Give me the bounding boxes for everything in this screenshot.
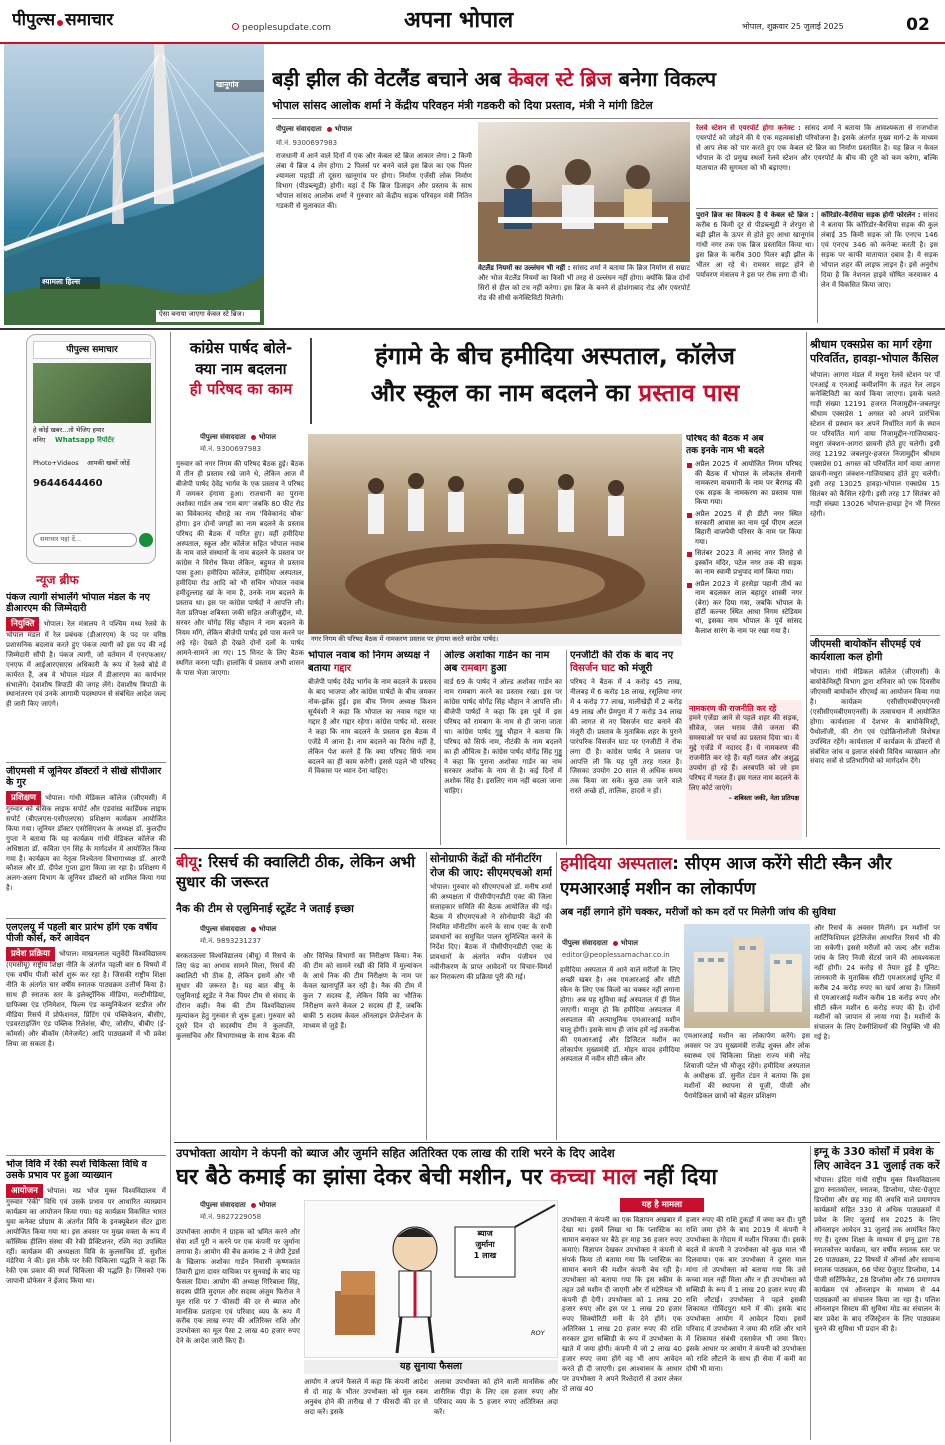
- whatsapp-number[interactable]: 9644644460: [33, 478, 103, 489]
- renaming-headline: हंगामे के बीच हमीदिया अस्पताल, कॉलेज और स्कूल का नाम बदलने का प्रस्ताव पास: [370, 342, 740, 408]
- renaming-body: गुरुवार को नगर निगम की परिषद बैठक हुई। बैठक में तीन ही प्रस्ताव रखे जाने थे, लेकिन आज में बीजेपी पार्षद देवेंद्र भार्गव के एक प्रस्ताव ने परिषद में जमकर हंगामा हुआ। राजधानी का पुराना अशोका गार्डन अब ‘राम बाग’ जबकि 80 फीट रोड का विवेकानंद चौराहे का नाम ‘विवेकानंद चौक’ होगा। इन दोनों जगहों का नाम बदलने के प्रस्ताव परिषद की बैठक में पारित हुए। वहीं हमीदिया अस्पताल, स्कूल और कॉलेज सहित भोपाल नवाब के नाम वाले संस्थानों के नाम बदलने के प्रस्ताव पर कांग्रेस ने विरोध किया लेकिन, बहुमत से प्रस्ताव पास हुआ। हमीदिया कॉलेज, हमीदिया अस्पताल, हमीदिया रोड आदि को भी सचिन भोपाल नवाब हमीदुल्लाह खां के नाम है, उनके नाम बदलने के प्रस्ताव था। इस पर कांग्रेस पार्षदों ने आपत्ति ली। नेता प्रतिपक्ष शबिस्ता जकी सहित अजीजुद्दीन, मो. सरवर और योगेंद्र सिंह चौहान ने नाम बदलने के नियम माँगे, लेकिन बीजेपी पार्षद इसे पास करने पर अड़े रहे। देखते ही देखते दोनों दलों के पार्षद आमने-सामने आ गए। 15 मिनट के लिए बैठक स्थगित करना पड़ी। हालांकि ये प्रस्ताव अभी शासन के पास भेजा जाएगा।: [176, 460, 304, 677]
- ignou-story: इग्नू के 330 कोर्सों में प्रवेश के लिए आवेदन 31 जुलाई तक करें भोपाल। इंदिरा गांधी राष्ट्रीय मुक्त विश्वविद्यालय द्वारा स्नातकोत्तर, स्नातक, डिप्लोमा, पोस्ट-ग्रेजुएट डिप्लोमा और छह माह की अवधि वाले प्रमाणपत्र कार्यक्रमों सहित 330 से अधिक पाठ्यक्रमों में प्रवेश के लिए जुलाई सत्र 2025 के लिए ऑनलाइन आवेदन 31 जुलाई तक आमंत्रित किए गए हैं। दूरस्थ शिक्षा के माध्यम से इग्नू द्वारा 78 स्नातकोत्तर कार्यक्रम, चार वर्षीय स्नातक स्तर पर 26 पाठ्यक्रम, 22 विषयों में ऑनर्स और सामान्य स्नातक पाठ्यक्रम, 66 पोस्ट ग्रेजुएट डिप्लोमा, 14 पीजी सर्टिफिकेट, 28 डिप्लोमा और 76 प्रमाणपत्र कार्यक्रम एवं ऑनलाइन के माध्यम से 44 पाठ्यक्रमों का संचालन किया जा रहा है। पलिश ऑनलाइन सिस्टम की सुविधा मोड का संचालन के बार प्रवेश के बाद रजिस्ट्रेशन के लिए पाठ्यक्रम चुनने की सुविधा भी प्रदान की है।: [814, 1146, 940, 1334]
- meeting-scene: [478, 122, 690, 262]
- bridge-mobile: मो.नं. 9300697983: [276, 139, 338, 147]
- bu-body: बरकतउल्ला विश्वविद्यालय (बीयू) में रिसर्च के लिए फंड का अभाव सामने मिला, रिसर्च की क्वालिटी भी ठीक है, लेकिन इसमें और भी सुधार की जरूरत है। यह बात बीयू के एलुमिनाई स्टूडेंट ने नैक पियर टीम से संवाद के दौरान कही। नैक की टीम विश्वविद्यालय मूल्यांकन हेतु गुरुवार से शुरू हुआ। गुरुवार को दूसरे दिन दो सदस्यीय टीम ने कुलपति, कुलसचिव और विभागाध्यक्ष के साथ बैठक की और विभिन्न विभागों का निरीक्षण किया। नैक की टीम को सामने रखीं की विवि में मूल्यांकन के आधे निक की टीम निरीक्षण के नाम पर केवल खानापूर्ति कर रही है। नैक की टीम में कुल 7 सदस्य हैं, लेकिन विवि का भौतिक निरीक्षण करने केवल 2 सदस्य ही हैं, जबकि बाकी 5 सदस्य केवल ऑनलाइन प्रेजेन्टेशन के माध्यम से जुड़े हैं।: [176, 952, 422, 1040]
- brief-item-1: पंकज त्यागी संभालेंगे भोपाल मंडल के नए डीआरएम की जिम्मेदारी नियुक्ति भोपाल। रेल मंत्रालय ने पश्चिम मध्य रेलवे के भोपाल मंडल में रेल प्रबंधक (डीआरएम) के पद पर वरिष्ठ प्रशासनिक बदलाव करते हुए पंकज त्यागी को इस पद की नई जिम्मेदारी सौंपी है। पंकज त्यागी, जो वर्तमान में एनएफआर/एनएफ में आईआरएसएस अधिकारी के रूप में रेलवे बोर्ड में कार्यरत हैं, अब वे भोपाल मंडल में डीआरएम का कार्यभार संभालेंगे। देवाशीष त्रिपाठी की जगह लेंगे। देवाशीष त्रिपाठी के स्थानांतरण एवं उनके आगामी पदस्थापन से संबंधित आदेश जल्द ही जारी किए जाएंगे।: [6, 592, 166, 709]
- consumer-bottom-1: आयोग ने अपने फैसले में कहा कि कंपनी आदेश से दो माह के भीतर उपभोक्ता को मूल रकम अनुबंध होने की तारीख से 7 फीसदी की दर से अदा करें। इसके: [304, 1378, 428, 1416]
- divider: [272, 118, 938, 119]
- divider: [817, 211, 818, 323]
- dateline: भोपाल, शुक्रवार 25 जुलाई 2025: [742, 22, 844, 31]
- section-divider: [0, 328, 945, 330]
- hamidia-body-2: एमआरआई मशीन का लोकार्पण करेंगे। इस अवसर पर उप मुख्यमंत्री राजेंद्र शुक्ल और लोक स्वास्थ्य एवं चिकित्सा शिक्षा राज्य मंत्री नरेंद्र शिवाजी पटेल भी मौजूद रहेंगे। हमीदिया अस्पताल के अधीक्षक डॉ. सुनीत टंडन ने बताया कि इस मशीनों की स्थापना से यूजी, पीजी और पैरामेडिकल छात्रों को बेहतर प्रशिक्षण: [684, 1032, 810, 1100]
- ad-line1: हे कोई खबर...तो भेजिए हमार: [33, 426, 105, 434]
- list-item: सितंबर 2023 में आनंद नगर तिराहे से इस्कॉन मंदिर, पटेल नगर तक की सड़क का नाम स्वामी प्रभुपाद मार्ग किया गया।: [686, 549, 802, 577]
- logo-left: पीपुल्स: [12, 10, 56, 30]
- bu-mobile: मो.नं. 9893231237: [200, 937, 262, 945]
- divider: [310, 338, 312, 424]
- column-divider: [170, 332, 171, 1442]
- divider: [440, 650, 441, 845]
- bu-subhead: नैक की टीम से एलुमिनाई स्टूडेंट ने जताई इच्छा: [176, 903, 354, 915]
- ad-photo-video: Photo+Videos: [33, 459, 79, 467]
- consumer-bottom-2: अलावा उपभोक्ता को होने वाली मानसिक और शारीरिक पीड़ा के लिए दस हजार रुपए और परिवाद व्यय के 5 हजार रुपए अतिरिक्त अदा करें।: [434, 1378, 558, 1416]
- bridge-headline: बड़ी झील की वेटलैंड बचाने अब केबल स्टे ब्रिज बनेगा विकल्प: [272, 68, 717, 91]
- cartoon-panel: [304, 1200, 558, 1358]
- column-divider: [810, 1146, 811, 1440]
- renaming-mobile: मो.नं. 9300697983: [200, 445, 262, 453]
- bullet-icon: [327, 127, 332, 132]
- ad-line3: Whatsapp रिपोर्टर: [55, 436, 114, 444]
- sono-story: सोनोग्राफी केंद्रों की मॉनीटरिंग रोज की जाए: सीएमएचओ शर्मा भोपाल। गुरुवार को सीएमएचओ डॉ. मनीष शर्मा की अध्यक्षता में पीसीपीएनडीटी एक्ट की जिला सलाहकार समिति की बैठक आयोजित की गई। बैठक में सीएमएचओ ने सोनोग्राफी केंद्रों की नियमित मॉनीटरिंग करने के साथ एक्ट के सभी प्रावधानों का समुचित पालन सुनिश्चित करने के निर्देश दिए। बैठक में पीसीपीएनडीटी एक्ट के प्रावधानों के अंतर्गत नवीन पंजीयन एवं नवीनीकरण के प्राप्त आवेदनों पर विचार-विमर्श कर निराकरण की प्रक्रिया पूरी की गई।: [430, 853, 552, 981]
- news-brief-title: न्यूज ब्रीफ: [36, 573, 79, 587]
- list-item: अप्रैल 2023 में हरसेड़ा पहानी तीर्थ का नाम बदलकर लाल बहादुर शास्त्री नगर (बेरा) कर दिया गया, जबकि भोपाल के हॉर्टी कल्चर स्थित आधा निगम स्टेडियम था, इसका नाम भोपाल के पूर्व सांसद कैलाश सारंग के नाम पर रखा गया है।: [686, 580, 802, 637]
- masthead: [0, 0, 945, 44]
- hamidia-body-1: हमीदिया अस्पताल में आने वाले मरीजों के लिए अच्छी खबर है। अब एमआरआई और सीटी स्कैन के लिए एक किलो का चक्कर नहीं लगाना होगा। अब यह सुविधा कई अस्पताल में ही मिल जाएगी। मालूम हो कि हमीदिया अस्पताल में अस्पताल की अत्याधुनिक एमआरआई मशीन चालू होगी। इसके साथ ही जांच हमें नई तकनीक की एमआरआई और डिजिटल मशीन का लोकार्पण मुख्यमंत्री डॉ. मोहन यादव हमीदिया अस्पताल में नवीन सीटी स्कैन और: [560, 966, 680, 1064]
- section-divider: [174, 1142, 940, 1143]
- hamidia-email[interactable]: editor@peoplessamachar.co.in: [562, 951, 670, 959]
- sub-story-rambagh: ओल्ड अशोका गार्डन का नाम अब रामबाग हुआ वार्ड 69 के पार्षद ने ओल्ड अशोका गार्डन का नाम रामबाग करने का प्रस्ताव रखा। इस पर कांग्रेस पार्षद योगेंद्र सिंह चौहान ने आपत्ति ली। बीजेपी पार्षदों ने कहा कि इस पूर्व में इस परिषद को रामबाग के नाम से ही जाना जाता था। कांग्रेस पार्षद गुड्डू चौहान ने बताया कि परिषद को सिर्फ नाम, नौटंकी के नाम बदलने का ही औचित्य है। कांग्रेस पार्षद योगेंद्र सिंह गुड्डू ने कहा कि पुराना अशोका गार्डन का नाम सरकार अशोक के नाम से है। कई दिनों में अशोक सिंह है। इसलिए नाम नहीं बदला जाना चाहिए।: [444, 650, 562, 796]
- globe-icon: [232, 23, 239, 30]
- railway-story: श्रीधाम एक्सप्रेस का मार्ग रहेगा परिवर्तित, हावड़ा-भोपाल कैंसिल भोपाल। आगरा मंडल में मथुरा रेलवे स्टेशन पर पॉ एनआई व एनआई कमीशनिंग के तहत रेल लाइन कनेक्टिविटी का कार्य किया जाएगा। इसके चलते गाड़ी संख्या 12191 हजरत निजामुद्दीन-जबलपुर श्रीधाम एक्सप्रेस 1 अगस्त को अपने प्रारंभिक स्टेशन से प्रस्थान कर अपने निर्धारित मार्ग के स्थान पर परिवर्तित मार्ग वाया निजामुद्दीन-गाजियाबाद-मथुरा जंक्शन-आगरा छावनी होते हुए चलेगी। इसी तरह 12192 जबलपुर-हजरत निजामुद्दीन श्रीधाम एक्सप्रेस 01 अगस्त को परिवर्तित मार्ग वाया आगरा छावनी-मथुरा जंक्शन-गाजियाबाद होते हुए चलेगी। इसी तरह 13025 हावड़ा-भोपाल एक्सप्रेस 15 सितंबर को कैंसिल रहेगी। इसी तरह 17 सितंबर को गाड़ी संख्या 13026 भोपाल-हावड़ा ट्रेन भी निरस्त रहेगी।: [810, 338, 940, 518]
- mic-icon[interactable]: [139, 533, 153, 547]
- consumer-headline: घर बैठे कमाई का झांसा देकर बेची मशीन, पर कच्चा माल नहीं दिया: [176, 1165, 718, 1190]
- bridge-byline: पीपुल्स संवाददाता भोपाल: [276, 125, 352, 133]
- label-khanugaon: खानूगांव: [214, 80, 264, 92]
- brief-tag: नियुक्ति: [6, 617, 39, 631]
- ad-photo: [33, 363, 151, 423]
- case-tag: यह है मामला: [620, 1198, 704, 1212]
- council-meeting-photo: [308, 434, 682, 634]
- politics-box: नामकरण की राजनीति कर रहे हमने एजेंडा आने से पहले शहर की सड़क, सीवेज, जल भराव जैसे जनता की समस्याओं पर चर्चा का प्रस्ताव दिया था। ये मुद्दे एजेंडे में नदारद हैं। ये नामकरण की राजनीति कर रहे हैं। वहाँ गलत और अशुद्ध उपयोग हो रहे हैं। अरबपति को जो हम परिषद में गलत हैं। इस गलत नाम बदलने के लिए कोर्ट जाएंगे। – शबिस्ता जकी, नेता प्रतिपक्ष: [686, 700, 802, 840]
- hospital-building: [684, 924, 810, 1028]
- brief-item-3: एलएलयू में पहली बार प्रारंभ होंगे एक वर्षीय पीजी कोर्स, करें आवेदन प्रवेश प्रक्रिया भोपाल। माखनलाल चतुर्वेदी विश्वविद्यालय (एमसीयू) राष्ट्रीय शिक्षा नीति के अंतर्गत पहली बार 6 विषयों में एक वर्षीय पीजी कोर्स शुरू कर रहा है। जिसकी राष्ट्रीय शिक्षा नीति के अंतर्गत चार वर्षीय स्नातक पाठ्यक्रम उत्तीर्ण किया है। साथ ही स्नातक स्तर के इलेक्ट्रॉनिक मीडिया, मल्टीमीडिया, ग्राफिक्स एंड एनिमेशन, फिल्म एंड कम्युनिकेशन स्टडीज और मीडिया रिसर्च में प्रोफेशनल, प्रिंटिंग एवं पब्लिकेशन, बीसीए, एडवरटाइजिंग एंड पब्लिक रिलेशंस, बीए, जोसीप, बीबीए (ई-कॉमर्स) और बीकॉम (मैनेजमेंट) आदि पाठ्यक्रमों में भी प्रवेश लिया जा सकता है।: [6, 922, 166, 1049]
- cartoon-caption: यह सुनाया फैसला: [304, 1360, 558, 1374]
- logo-dot-icon: [57, 20, 63, 26]
- bridge-photo2-caption: वेटलैंड नियमों का उल्लंघन भी नहीं : सांसद शर्मा ने बताया कि ब्रिज निर्माण से सम्राट और भोज वेटलैंड नियमों का किसी भी तरह से उल्लंघन नहीं होगा। क्योंकि ब्रिज दोनों सिरों से हील को टच नहीं करेगा। इस ब्रिज के बनने से होशंगाबाद रोड और एयरपोर्ट रोड की सीधी कनेक्टिविटी मिलेगी।: [478, 264, 690, 302]
- fourlane-box: कॉरिडोर-बैरसिया सड़क होगी फोरलेन : सांसद ने बताया कि कॉरिडोर-बैरसिया सड़क की कुल लंबाई 35 किमी सड़क जो कि एनएच 146 एवं एनएच 346 को कनेक्ट करती है। इस सड़क पर काफी यातायात दबाव है। ये सड़क भोपाल शहर की लाइफ लाइन है। इसे अनुरोध दिया है कि नेशनल हाइवे घोषित करवाकर 4 लेन में विकसित किया जाए।: [821, 211, 938, 289]
- list-item: अप्रैल 2025 में आयोजित निगम परिषद की बैठक में भोपाल के लोकतंत्र सेनानी नामकरण वावमानी के नाम पर बैरागढ़ की एक सड़क के नामकरण का प्रस्ताव पास किया गया।: [686, 460, 802, 507]
- consumer-kicker: उपभोक्ता आयोग ने कंपनी को ब्याज और जुर्माने सहित अतिरिक्त एक लाख की राशि भरने के दिए आदेश: [176, 1146, 615, 1160]
- hamidia-byline: पीपुल्स संवाददाता भोपाल: [562, 939, 638, 947]
- site-url[interactable]: peoplesupdate.com: [232, 22, 382, 36]
- divider: [6, 762, 166, 763]
- council-scene: [308, 434, 682, 634]
- renaming-kicker: कांग्रेस पार्षद बोले- क्या नाम बदलना ही परिषद का काम: [189, 339, 293, 399]
- case-body-1: उपभोक्ता ने कंपनी का एक विज्ञापन अखबार में देखा था। इसमें लिखा था कि प्लास्टिक का सामान बनाकर घर बैठे हर माह 36 हजार रुपए कमाएं। विज्ञापन देखकर उपभोक्ता ने कंपनी से संपर्क किया तो बताया गया कि प्लास्टिक का सामान बनाने की मशीन कंपनी बेच रही है। उपभोक्ता को बताया गया कि इस स्कीम के तहत उसे मशीन दी जाएगी और रॉ मटेरियल भी कंपनी ही देगी। उपभोक्ता को 1 लाख 20 हजार रुपए और इस पर 1 लाख 20 हजार रुपए सिक्योरिटी मनी के देने होंगे। एक अतिरिक्त 1 लाख 20 हजार रुपए की राशि सरकार द्वारा सब्सिडी के रूप में उपभोक्ता के खाते में जमा होगी। कंपनी में जो 2 लाख 40 हजार रुपए जमा होंगे वह भी आप आवेदन करते ही दी जाएगी। इस आश्वासन के आधार पर उपभोक्ता ने अपने रिश्तेदारों से उधार लेकर दो लाख 40: [562, 1216, 682, 1393]
- cartoon-signature: ROY: [531, 1329, 545, 1337]
- gmc-story: जीएमसी बायोकॉन सीएमई एवं कार्यशाला कल होगी भोपाल। गांधी मेडिकल कॉलेज (जीएमसी) के बायोकेमिस्ट्री विभाग द्वारा शनिवार को एक दिवसीय जीएमसी बायोकॉन सीएमई का आयोजन किया गया है। कार्यक्रम एसीसीएमबीएमएनसी (एसीसीएमबीएमएनसी) के तत्वावधान में आयोजित होगा। कार्यशाला में देशभर के बायोकेमिस्ट्री, पैथोलॉजी, की रोग एवं एंडोक्रिनोलॉजी विशेषज्ञ उपस्थित रहेंगे। कार्यशाला में कार्यक्रम के डॉक्टरों से संबंधित जांच व इलाज संबंधी विविध व्याख्यान और संवाद सत्रों से प्रतिभागियों को मार्गदर्शन देंगे।: [810, 639, 940, 766]
- ad-logo: पीपुल्स समाचार: [33, 341, 151, 359]
- case-body-2: हजार रुपए की राशि टुकड़ों में जमा कर दी। पूरी राशि जमा होने के बाद 2019 में कंपनी ने उपभोक्ता के गोदाम में मशीन भिजवा दी। इसके बदले में कंपनी ने उपभोक्ता को कुछ माल भी दिलवाया। एक बार उपभोक्ता ने दूसरा माल मांगा तो उपभोक्ता को बताया गया कि उसे कच्चा माल नहीं मिला और न ही उपभोक्ता को सब्सिडी के रूप में 1 लाख 20 हजार रुपए की राशि लौटाई। उपभोक्ता ने पहले इसकी शिकायत गोविंदपुरा थाने में की। इसके बाद उपभोक्ता आयोग में आवेदन दिया। इसमें परिवाद में उपभोक्ता ने जमा की राशि और थाने में शिकायत संबंधी दस्तावेज भी जमा किए। इसके आधार पर आयोग ने कंपनी को उपभोक्ता को राशि लौटाने के साथ ही सेवा में कमी का दोषी भी माना।: [686, 1216, 806, 1374]
- newspaper-logo: [12, 9, 172, 37]
- divider: [6, 1155, 166, 1156]
- sub-story-nawab: भोपाल नवाब को निगम अध्यक्ष ने बताया गद्दार बीजेपी पार्षद देवेंद्र भार्गव के नाम बदलने के प्रस्ताव के बाद भाजपा और कांग्रेस पार्षदों के बीच जमकर नोक-झोंक हुई। इस बीच निगम अध्यक्ष किशन सूर्यवंशी ने कहा कि भोपाल का नवाब गद्दार था गद्दार है और गद्दार रहेगा। कांग्रेस पार्षद मो. सरवर ने कहा कि नाम बदलने के प्रस्ताव इस बैठक में एजेंडे में आना है। नाम बदलने का विरोध नहीं है, लेकिन पेश करने हैं कि क्या परिषद सिर्फ नाम बदलने का ही काम करेगी। इससे पहले भी परिषद में विकास पर ध्यान देना चाहिए।: [308, 650, 436, 776]
- bu-byline: पीपुल्स संवाददाता भोपाल: [200, 925, 276, 933]
- divider: [696, 208, 938, 209]
- column-divider: [426, 852, 427, 1140]
- brief-item-2: जीएमसी में जूनियर डॉक्टरों ने सीखे सीपीआर के गुर प्रशिक्षण भोपाल। गांधी मेडिकल कॉलेज (जीएमसी) में गुरुवार को बेसिक लाइफ सपोर्ट और एडवांस्ड कार्डियक लाइफ सपोर्ट (बीएलएस-एसीएलएस) प्रशिक्षण कार्यक्रम आयोजित किया गया। जूनियर डॉक्टर एसोसिएशन के अध्यक्ष डॉ. कुलदीप गुप्ता ने बताया कि यह कार्यक्रम गांधी मेडिकल कॉलेज की अधिष्ठाता डॉ. कविता एन सिंह के मार्गदर्शन में आयोजित किया गया है। कार्यक्रम का नेतृत्व निश्चेतना विभागाध्यक्ष डॉ. आरपी कौशल और डॉ. दीपेश गुप्ता द्वारा किया जा रहा है। प्रशिक्षण में अलग-अलग विभाग के जूनियर डॉक्टरों को शामिल किया गया है।: [6, 766, 166, 893]
- section-divider: [174, 848, 940, 849]
- bridge-subhead: भोपाल सांसद आलोक शर्मा ने केंद्रीय परिवहन मंत्री गडकरी को दिया प्रस्ताव, मंत्री ने मांगी डिटेल: [272, 99, 653, 112]
- divider: [810, 635, 940, 636]
- gadkari-meeting-photo: [478, 122, 690, 262]
- divider: [566, 650, 567, 845]
- hamidia-building-photo: [684, 924, 810, 1028]
- ad-send: आपकी खबरें जोड़ें: [87, 459, 130, 467]
- council-photo-caption: नगर निगम की परिषद बैठक में नामकरण प्रस्ताव पर हंगामा करते कांग्रेस पार्षद।: [308, 634, 682, 646]
- cartoon-illustration: [305, 1201, 558, 1358]
- consumer-body: उपभोक्ता आयोग ने ग्राहक को भ्रमित करने और सेवा शर्तें पूरी न करने पर एक कंपनी पर जुर्माना लगाया है। आयोग की बेंच क्रमांक 2 ने जेपी ट्रेडर्स के खिलाफ अशोका गार्डन निवासी कृष्णकांत तिवारी द्वारा दायर याचिका पर सुनवाई के बाद यह फैसला दिया। आयोग की अध्यक्ष गिरिबाला सिंह, सदस्य प्रीति मुदगल और सदस्य अंजुम फिरोज ने मूल राशि पर 7 फीसदी की दर से ब्याज और मानसिक प्रताड़ना एवं परिवाद व्यय के रूप में करीब एक लाख रुपए की अतिरिक्त राशि और उपभोक्ता का मूल पैसा 2 लाख 40 हजार रुपए देने के आदेश जारी किए हैं।: [176, 1228, 300, 1346]
- ad-input[interactable]: समाचार यहां दें...: [33, 533, 137, 547]
- whatsapp-ad: [26, 334, 156, 564]
- section-title: अपना भोपाल: [404, 8, 514, 33]
- brief-tag: प्रवेश प्रक्रिया: [6, 947, 55, 961]
- brief-tag: प्रशिक्षण: [6, 791, 41, 805]
- logo-right: समाचार: [65, 10, 114, 30]
- bridge-body: राजधानी में आने वाले दिनों में एक और केबल स्टे ब्रिज आकार लेगा। 2 किमी लंबा ये ब्रिज 4 लेन होगा। 2 पिलर्स पर बनने वाले इस ब्रिज का एक पिलर श्यामला पहाड़ी तो दूसरा खानूगांव पर होगा। निर्माण एजेंसी लोक निर्माण विभाग (पीडब्ल्यूडी) होगी। यहां दें कि ब्रिज डिजाइन और प्रस्ताव के साथ भोपाल सांसद आलोक शर्मा ने गुरुवार को केंद्रीय सड़क परिवहन मंत्री नितिन गडकरी से मुलाकात की।: [276, 152, 472, 210]
- bridge-right-column: रेलवे स्टेशन से एयरपोर्ट होगा कनेक्ट : सांसद शर्मा ने बताया कि आवश्यकता से राजभोज एयरपोर्ट को जोड़ने की ये एक महत्वकांक्षी परियोजना है। इसके अंतर्गत मुख्य मार्ग-2 के माध्यम से आप लेक को पार करते हुए एक केबल स्टे ब्रिज का निर्माण प्रस्तावित है। यह ब्रिज न केवल भोपाल के दो प्रमुख स्थलों रेलवे स्टेशन और एयरपोर्ट के बीच की दूरी को कम करेगा, बल्कि यातायात की सुगमता को भी बढ़ाएगा।: [696, 124, 938, 172]
- divider: [6, 918, 166, 919]
- list-item: अप्रैल 2025 में ही डीटी नगर स्थित सरकारी आवास का नाम पूर्व पीएम अटल बिहारी वाजपेयी परिसर के नाम पर किया गया।: [686, 510, 802, 548]
- sub-story-ghat: एनजीटी की रोक के बाद नए विसर्जन घाट को मंजूरी परिषद ने बैठक में 4 करोड़ 45 लाख, नीलबड़ में 6 करोड़ 18 लाख, रसूलिया नगर में 4 करोड़ 77 लाख, मालीखेड़ी में 2 करोड़ 49 लाख और प्रेमपुरा में 7 करोड़ 34 लाख की लागत से नए विसर्जन घाट बनाने की मंजूरी दी। प्रस्ताव के मुताबिक शहर के पुराने पारंपरिक विसर्जन घाट पर एनजीटी ने रोक लगा दी है। कांग्रेस पार्षद ने प्रस्ताव पर आपत्ति ली कि यह पूरी तरह गलत है। जिसका उपयोग 20 साल से अधिक समय तक किया जा सके। कुछ तक जाने वाले रास्ते अच्छे हों, तालिक, हादसे न हों।: [570, 650, 682, 796]
- bu-headline: बीयू: रिसर्च की क्वालिटी ठीक, लेकिन अभी सुधार की जरूरत: [176, 853, 416, 892]
- page-number: 02: [906, 15, 930, 35]
- brief-tag: आयोजन: [6, 1184, 43, 1198]
- photo-caption: ऐसा बनाया जाएगा केबल स्टे ब्रिज।: [156, 310, 260, 322]
- label-shyamla-hills: श्यामला हिल्स: [40, 277, 100, 289]
- brief-item-4: भोज विवि में रेकी स्पर्श चिकित्सा विधि व उसके प्रभाव पर हुआ व्याख्यान आयोजन भोपाल। मप्र भोज मुक्त विश्वविद्यालय में गुरुवार 'रेकी' विधि एवं उसके प्रभाव पर आधारित व्याख्यान कार्यक्रम का आयोजन किया गया। यह कार्यक्रम विकसित भारत युवा कनेक्ट प्रोग्राम के अंतर्गत विवि के इनक्यूबेशन सेंटर द्वारा आयोजित किया गया था। इस अवसर पर मुख्य वक्ता के रूप में कॉस्मिक हीलिंग संस्था की रेकी प्रैक्टिशनर, रश्मि नंदा उपस्थित रहीं। कार्यक्रम की अध्यक्षता विवि के कुलसचिव डॉ. सुशील मंडेरिया ने की। इस मौके पर रेकी चिकित्सा पद्धति ने कहा कि रेकी एक प्रकार की स्पर्श चिकित्सा की पद्धति है। जिसको एक जापानी प्रोफेसर ने ईजाद किया था।: [6, 1159, 166, 1286]
- old-bridge-box: पुराने ब्रिज का विकल्प है ये केबल स्टे ब्रिज : करीब 6 किमी दूर से पीडब्ल्यूडी ने शेरपुरा से बड़ी झील के ऊपर से होते हुए आधा खानूगांव गांधी नगर तक एक ब्रिज प्रस्तावित किया था। इस ब्रिज के करीब 300 पिलर बड़ी झील के भीतर आ रहे थे। रामसर साइट होने से पर्यावरण मंत्रालय ने इस पर रोक लगा दी थी।: [696, 211, 814, 279]
- council-changes-list: [686, 460, 802, 636]
- consumer-mobile: मो.नं. 9827229058: [200, 1213, 262, 1221]
- column-divider: [806, 332, 807, 837]
- consumer-byline: पीपुल्स संवाददाता भोपाल: [200, 1201, 276, 1209]
- renaming-byline: पीपुल्स संवाददाता भोपाल: [200, 433, 276, 441]
- hamidia-headline: हमीदिया अस्पताल: सीएम आज करेंगे सीटी स्कैन और एमआरआई मशीन का लोकार्पण: [560, 854, 892, 899]
- ad-line2: वनिए: [33, 436, 46, 444]
- council-changes-box: परिषद की बैठक में अब तक इनके नाम भी बदले अप्रैल 2025 में आयोजित निगम परिषद की बैठक में भोपाल के लोकतंत्र सेनानी नामकरण वावमानी के नाम पर बैरागढ़ की एक सड़क के नामकरण का प्रस्ताव पास किया गया। अप्रैल 2025 में ही डीटी नगर स्थित सरकारी आवास का नाम पूर्व पीएम अटल बिहारी वाजपेयी परिसर के नाम पर किया गया। सितंबर 2023 में आनंद नगर तिराहे से इस्कॉन मंदिर, पटेल नगर तक की सड़क का नाम स्वामी प्रभुपाद मार्ग किया गया। अप्रैल 2023 में हरसेड़ा पहानी तीर्थ का नाम बदलकर लाल बहादुर शास्त्री नगर (बेरा) कर दिया गया, जबकि भोपाल के हॉर्टी कल्चर स्थित आधा निगम स्टेडियम था, इसका नाम भोपाल के पूर्व सांसद कैलाश सारंग के नाम पर रखा गया है।: [686, 434, 802, 635]
- cartoon-sign: ब्याज जुर्माना 1 लाख: [473, 1229, 497, 1260]
- hamidia-subhead: अब नहीं लगाने होंगे चक्कर, मरीजों को कम दरों पर मिलेगी जांच की सुविधा: [560, 907, 836, 918]
- column-divider: [556, 852, 557, 1140]
- bridge-rendering: [4, 44, 264, 325]
- hamidia-body-3: और रिसर्च के अवसर मिलेंगे। इन मशीनों पर आर्टिफिशियल इंटेलिजेंस आधारित रिसर्च भी की जा सकेगी। इससे मरीजों को जल्द और सटीक जांच के लिए निजी सेंटर्स जाने की आवश्यकता नहीं होगी। 24 करोड़ से तैयार हुई है यूनिट: जानकारी के मुताबिक सीटी एमआरआई यूनिट में करीब 24 करोड़ रुपए का खर्च आया है। जिसमें से एमआरआई मशीन करीब 18 करोड़ रुपए और सीटी स्कैन मशीन 6 करोड़ रुपए की है। दोनों मशीनों को जापान से लाया गया है। मशीनों के संचालन के लिए टेक्नीशियनों की नियुक्ति भी की गई है।: [814, 924, 940, 1042]
